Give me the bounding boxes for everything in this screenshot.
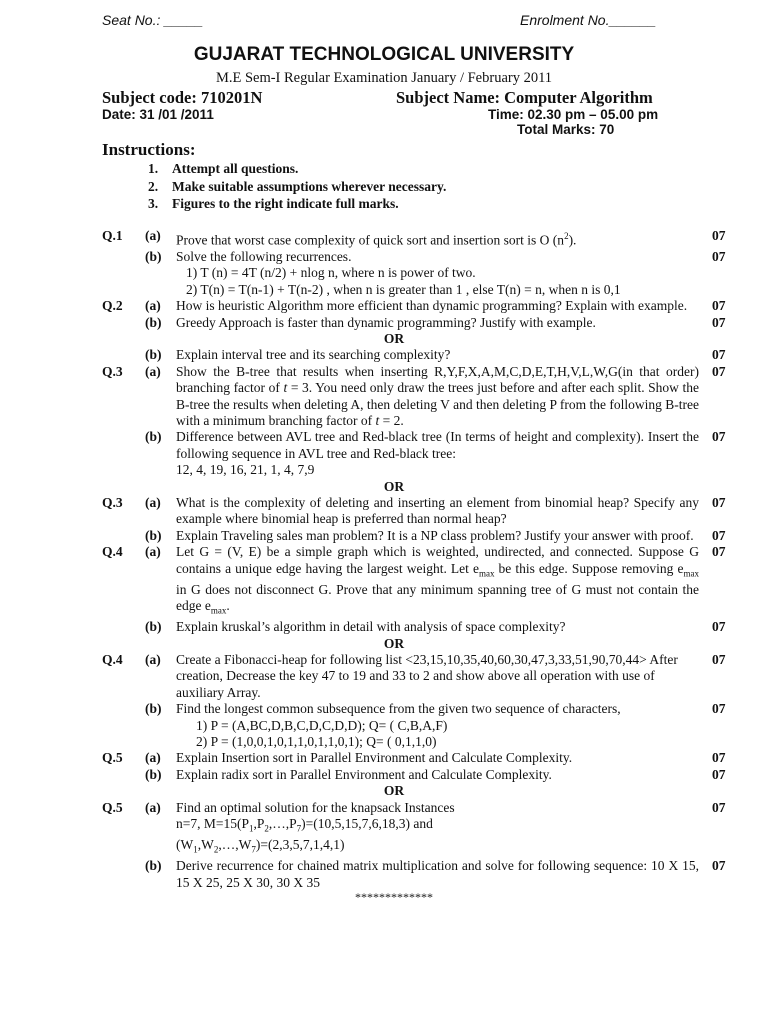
question-part: (a)	[145, 652, 161, 668]
question-q3a	[0, 364, 768, 430]
exam-date: Date: 31 /01 /2011	[102, 107, 214, 122]
question-q2a	[0, 298, 768, 314]
question-part: (a)	[145, 495, 161, 510]
question-q1b-sub2	[0, 282, 768, 298]
instruction-number: 2.	[148, 179, 159, 194]
question-marks: 07	[712, 619, 726, 635]
question-text: Greedy Approach is faster than dynamic programming? Justify with example.	[176, 314, 596, 330]
question-q5a-alt	[0, 800, 768, 816]
question-marks: 07	[712, 347, 726, 363]
question-part: (a)	[145, 228, 161, 243]
question-q4a-alt	[0, 652, 768, 701]
exam-time: Time: 02.30 pm – 05.00 pm	[488, 107, 659, 122]
question-part: (b)	[145, 248, 162, 264]
question-marks: 07	[712, 858, 726, 874]
questions-section	[0, 228, 768, 903]
question-subtext: $(W_1,W_2,\dots,W_7)=(2,3,5,7,1,4,1)$	[176, 837, 345, 855]
question-part: (b)	[145, 619, 162, 635]
question-q2b-alt	[0, 347, 768, 363]
exam-title: M.E Sem-I Regular Examination January / February 2011	[215, 70, 553, 86]
question-q4a	[0, 544, 768, 619]
subject-code: Subject code: 710201N	[102, 88, 263, 107]
instruction-item	[148, 161, 298, 177]
question-q1a	[0, 228, 768, 249]
question-part: (b)	[145, 527, 162, 543]
question-q3b	[0, 429, 768, 462]
question-q5b	[0, 767, 768, 783]
question-text: Explain interval tree and its searching complexity?	[176, 347, 451, 363]
question-subtext: 1) T (n) = 4T (n/2) + nlog n, where n is power of two.	[186, 265, 476, 281]
or-separator: OR	[383, 330, 405, 346]
question-part: (b)	[145, 858, 162, 874]
subject-name: Subject Name: Computer Algorithm	[396, 88, 653, 107]
question-text: Explain Traveling sales man problem? It is a NP class problem? Justify your answer with proof.	[176, 527, 694, 543]
question-marks: 07	[712, 799, 726, 815]
university-title: GUJARAT TECHNOLOGICAL UNIVERSITY	[193, 44, 575, 65]
question-q4b-alt-sub2	[0, 734, 768, 750]
question-text: Explain radix sort in Parallel Environment and Calculate Complexity.	[176, 766, 552, 782]
total-marks: Total Marks: 70	[517, 122, 615, 137]
question-text: Difference between AVL tree and Red-black tree (In terms of height and complexity). Insert the following sequence in AVL tree and Red-black tree:	[176, 429, 699, 461]
or-separator: OR	[383, 635, 405, 651]
question-text: Show the B-tree that results when inserting R,Y,F,X,A,M,C,D,E,T,H,V,L,W,G(in that order) branching factor of t = 3. You need only draw the trees just before and after each split. Show the B-tree the results when deleting A, then deleting V and then deleting P from the following B-tree with a minimum branching factor of t = 2.	[176, 363, 700, 428]
question-q1b-sub1	[0, 265, 768, 281]
question-number: Q.1	[102, 228, 123, 243]
question-marks: 07	[712, 701, 726, 717]
question-q2b	[0, 315, 768, 331]
question-part: (b)	[145, 429, 162, 445]
instruction-text: Attempt all questions.	[172, 161, 299, 176]
instruction-text: Figures to the right indicate full marks.	[172, 196, 399, 211]
or-separator: OR	[383, 783, 405, 799]
instruction-number: 3.	[148, 196, 159, 211]
instruction-item	[148, 179, 446, 195]
question-marks: 07	[712, 652, 726, 668]
question-q3b-seq	[0, 462, 768, 478]
question-text: What is the complexity of deleting and inserting an element from binomial heap? Specify any example where binomial heap is preferred than normal heap?	[176, 495, 699, 527]
question-marks: 07	[712, 495, 726, 510]
question-number: Q.4	[102, 652, 123, 668]
question-number: Q.2	[102, 298, 123, 314]
question-marks: 07	[712, 750, 726, 766]
question-subtext: n=7, $M=15(P_1,P_2,\dots,P_7)=(10,5,15,7,6,18,3)$ and	[176, 816, 433, 834]
question-part: (a)	[145, 298, 161, 314]
question-part: (a)	[145, 750, 161, 766]
question-subtext: 2) T(n) = T(n-1) + T(n-2) , when n is greater than 1 , else T(n) = n, when n is 0,1	[186, 281, 621, 297]
question-subtext: 1) P = (A,BC,D,B,C,D,C,D,D); Q= ( C,B,A,F)	[196, 717, 448, 733]
question-part: (a)	[145, 363, 161, 379]
question-marks: 07	[712, 248, 726, 264]
seat-number-field: Seat No.: _____	[102, 12, 204, 28]
question-text: Prove that worst case complexity of quick sort and insertion sort is O $(n^2)$.	[176, 231, 577, 248]
question-marks: 07	[712, 527, 726, 543]
question-q4b-alt	[0, 701, 768, 717]
question-q1b	[0, 249, 768, 265]
question-part: (a)	[145, 799, 161, 815]
question-part: (a)	[145, 544, 161, 560]
question-text: Derive recurrence for chained matrix multiplication and solve for following sequence: 10 X 15, 15 X 25, 25 X 30, 30 X 35	[176, 858, 699, 890]
question-marks: 07	[712, 298, 726, 314]
question-text: Find the longest common subsequence from the given two sequence of characters,	[176, 701, 621, 717]
question-marks: 07	[712, 429, 726, 445]
instructions-title: Instructions:	[102, 140, 196, 159]
question-part: (b)	[145, 766, 162, 782]
question-text: How is heuristic Algorithm more efficient than dynamic programming? Explain with example.	[176, 298, 688, 314]
instruction-number: 1.	[148, 161, 159, 176]
question-subtext: 12, 4, 19, 16, 21, 1, 4, 7,9	[176, 462, 315, 478]
question-number: Q.3	[102, 363, 123, 379]
question-number: Q.5	[102, 750, 123, 766]
question-marks: 07	[712, 228, 726, 243]
question-text: Explain kruskal’s algorithm in detail with analysis of space complexity?	[176, 619, 566, 635]
question-number: Q.3	[102, 495, 123, 510]
question-subtext: 2) P = (1,0,0,1,0,1,1,0,1,1,0,1); Q= ( 0,1,1,0)	[196, 734, 437, 750]
question-text: Create a Fibonacci-heap for following list <23,15,10,35,40,60,30,47,3,33,51,90,70,44> After creation, Decrease the key 47 to 19 and 33 to 2 and show above all operation with use of auxiliary Array.	[176, 652, 678, 700]
instruction-item	[148, 196, 399, 212]
question-text: Explain Insertion sort in Parallel Environment and Calculate Complexity.	[176, 750, 573, 766]
question-part: (b)	[145, 314, 162, 330]
question-marks: 07	[712, 544, 726, 560]
question-part: (b)	[145, 701, 162, 717]
or-separator: OR	[383, 478, 405, 494]
question-text: Find an optimal solution for the knapsack Instances	[176, 799, 455, 815]
question-q3b-alt	[0, 528, 768, 544]
question-q5b-alt	[0, 858, 768, 891]
question-number: Q.5	[102, 799, 123, 815]
question-marks: 07	[712, 363, 726, 379]
question-q5a-alt-line2	[0, 816, 768, 837]
question-text: Let G = (V, E) be a simple graph which is weighted, undirected, and connected. Suppose G contains a unique edge having the largest weight. Let $e_{max}$ be this edge. Suppose removing $e_{max}$ in G does not disconnect G. Prove that any minimum spanning tree of G must not contain the edge $e_{max}$.	[176, 544, 699, 616]
question-number: Q.4	[102, 544, 123, 560]
question-q5a	[0, 750, 768, 766]
question-text: Solve the following recurrences.	[176, 248, 352, 264]
end-stars: *************	[355, 890, 433, 905]
instruction-text: Make suitable assumptions wherever necessary.	[172, 179, 447, 194]
enrolment-number-field: Enrolment No.______	[520, 12, 657, 28]
question-part: (b)	[145, 347, 162, 363]
question-q4b	[0, 619, 768, 635]
question-q4b-alt-sub1	[0, 718, 768, 734]
question-marks: 07	[712, 766, 726, 782]
question-q5a-alt-line3	[0, 837, 768, 858]
question-q3a-alt	[0, 495, 768, 528]
question-marks: 07	[712, 314, 726, 330]
